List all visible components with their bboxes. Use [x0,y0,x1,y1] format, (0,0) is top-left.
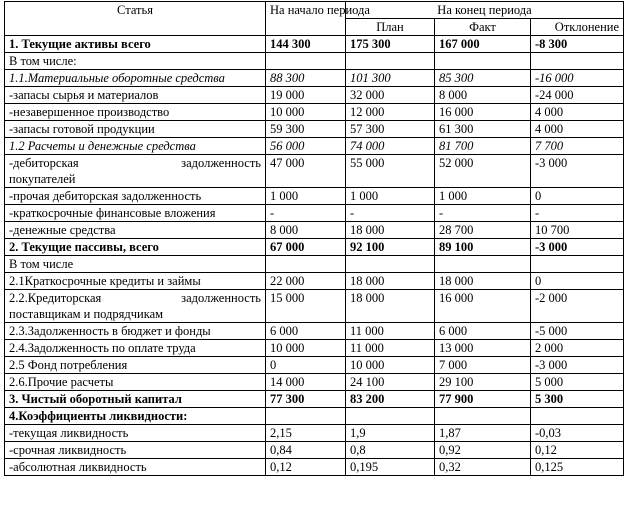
cell-deviation: 5 000 [531,374,624,391]
cell-fact: 16 000 [435,104,531,121]
row-label: -запасы сырья и материалов [5,87,266,104]
header-article: Статья [5,2,266,36]
cell-fact [435,408,531,425]
cell-fact: 0,92 [435,442,531,459]
cell-plan: 32 000 [346,87,435,104]
table-row [5,205,624,222]
row-label: -незавершенное производство [5,104,266,121]
cell-plan: 1,9 [346,425,435,442]
cell-fact: 29 100 [435,374,531,391]
cell-start: 2,15 [266,425,346,442]
cell-fact [435,53,531,70]
row-label: 2.4.Задолженность по оплате труда [5,340,266,357]
row-label: 2.3.Задолженность в бюджет и фонды [5,323,266,340]
cell-fact: 81 700 [435,138,531,155]
cell-deviation: 5 300 [531,391,624,408]
cell-plan: 18 000 [346,273,435,290]
row-label [5,290,266,323]
cell-fact: 8 000 [435,87,531,104]
table-row [5,155,624,188]
cell-deviation: -3 000 [531,357,624,374]
cell-deviation: 4 000 [531,121,624,138]
cell-fact: 1 000 [435,188,531,205]
cell-deviation: -2 000 [531,290,624,323]
cell-start: 0,84 [266,442,346,459]
cell-plan: 83 200 [346,391,435,408]
cell-fact: 7 000 [435,357,531,374]
table-row [5,408,624,425]
row-label: 2.5 Фонд потребления [5,357,266,374]
table-row [5,357,624,374]
cell-deviation: -8 300 [531,36,624,53]
cell-start [266,256,346,273]
cell-fact: 1,87 [435,425,531,442]
cell-plan: - [346,205,435,222]
row-label-line2: покупателей [9,172,76,186]
cell-fact: 89 100 [435,239,531,256]
row-label: -запасы готовой продукции [5,121,266,138]
cell-fact: 13 000 [435,340,531,357]
table-row [5,87,624,104]
cell-start: 144 300 [266,36,346,53]
cell-start [266,53,346,70]
cell-plan [346,256,435,273]
cell-plan [346,408,435,425]
cell-plan: 11 000 [346,323,435,340]
table-row [5,121,624,138]
header-end-period: На конец периода [346,2,624,19]
cell-deviation: -3 000 [531,155,624,188]
cell-plan: 0,195 [346,459,435,476]
table-row [5,425,624,442]
cell-start: 10 000 [266,340,346,357]
cell-start: 14 000 [266,374,346,391]
table-row [5,273,624,290]
cell-start: 56 000 [266,138,346,155]
row-label: В том числе: [5,53,266,70]
cell-start: 10 000 [266,104,346,121]
cell-deviation: - [531,205,624,222]
cell-start: 1 000 [266,188,346,205]
row-label: -срочная ликвидность [5,442,266,459]
row-label: В том числе [5,256,266,273]
cell-fact: 77 900 [435,391,531,408]
cell-deviation: 2 000 [531,340,624,357]
balance-table [4,1,624,476]
cell-deviation: 0,12 [531,442,624,459]
header-plan: План [346,19,435,36]
cell-fact: 85 300 [435,70,531,87]
cell-plan: 11 000 [346,340,435,357]
row-label-line1: 2.2.Кредиторская задолженность [9,291,261,305]
row-label-line1: -дебиторская задолженность [9,156,261,170]
cell-deviation [531,408,624,425]
table-row [5,340,624,357]
cell-fact: 0,32 [435,459,531,476]
cell-deviation: 0,125 [531,459,624,476]
cell-fact: 61 300 [435,121,531,138]
row-label-line2: поставщикам и подрядчикам [9,307,164,321]
cell-start: 59 300 [266,121,346,138]
cell-plan [346,53,435,70]
cell-deviation: -3 000 [531,239,624,256]
row-label: -абсолютная ликвидность [5,459,266,476]
cell-deviation: -5 000 [531,323,624,340]
cell-fact: 52 000 [435,155,531,188]
cell-fact: 167 000 [435,36,531,53]
cell-plan: 55 000 [346,155,435,188]
table-row [5,138,624,155]
table-row [5,374,624,391]
row-label: 4.Коэффициенты ликвидности: [5,408,266,425]
cell-start: 0,12 [266,459,346,476]
cell-plan: 74 000 [346,138,435,155]
table-row [5,239,624,256]
header-row [5,2,624,19]
cell-plan: 10 000 [346,357,435,374]
cell-deviation: -0,03 [531,425,624,442]
cell-deviation: 7 700 [531,138,624,155]
header-fact: Факт [435,19,531,36]
row-label: 1.1.Материальные оборотные средства [5,70,266,87]
cell-plan: 101 300 [346,70,435,87]
table-row [5,53,624,70]
row-label: 2. Текущие пассивы, всего [5,239,266,256]
cell-fact: 28 700 [435,222,531,239]
table-row [5,188,624,205]
table-row [5,222,624,239]
row-label: 2.1Краткосрочные кредиты и займы [5,273,266,290]
cell-start [266,408,346,425]
header-start-period: На начало периода [266,2,346,36]
table-row [5,256,624,273]
table-row [5,70,624,87]
cell-deviation [531,256,624,273]
cell-fact: 6 000 [435,323,531,340]
row-label: 1. Текущие активы всего [5,36,266,53]
cell-deviation: -24 000 [531,87,624,104]
cell-deviation: 0 [531,188,624,205]
cell-plan: 175 300 [346,36,435,53]
row-label: -прочая дебиторская задолженность [5,188,266,205]
cell-fact: 18 000 [435,273,531,290]
table-row [5,290,624,323]
row-label: 1.2 Расчеты и денежные средства [5,138,266,155]
cell-start: 47 000 [266,155,346,188]
table-row [5,459,624,476]
cell-deviation: 4 000 [531,104,624,121]
cell-start: 8 000 [266,222,346,239]
row-label: -краткосрочные финансовые вложения [5,205,266,222]
cell-plan: 18 000 [346,222,435,239]
cell-plan: 0,8 [346,442,435,459]
cell-plan: 57 300 [346,121,435,138]
cell-deviation: -16 000 [531,70,624,87]
cell-start: 6 000 [266,323,346,340]
cell-start: 67 000 [266,239,346,256]
table-row [5,323,624,340]
cell-start: 15 000 [266,290,346,323]
table-row [5,391,624,408]
row-label: -текущая ликвидность [5,425,266,442]
table-row [5,442,624,459]
row-label: -денежные средства [5,222,266,239]
cell-fact: - [435,205,531,222]
cell-deviation [531,53,624,70]
cell-plan: 1 000 [346,188,435,205]
table-row [5,36,624,53]
cell-start: - [266,205,346,222]
cell-fact [435,256,531,273]
row-label: 3. Чистый оборотный капитал [5,391,266,408]
header-deviation: Отклонение [531,19,624,36]
cell-start: 22 000 [266,273,346,290]
table-row [5,104,624,121]
cell-start: 88 300 [266,70,346,87]
cell-plan: 18 000 [346,290,435,323]
cell-deviation: 10 700 [531,222,624,239]
cell-plan: 24 100 [346,374,435,391]
row-label [5,155,266,188]
cell-deviation: 0 [531,273,624,290]
cell-start: 0 [266,357,346,374]
cell-start: 77 300 [266,391,346,408]
cell-fact: 16 000 [435,290,531,323]
cell-start: 19 000 [266,87,346,104]
row-label: 2.6.Прочие расчеты [5,374,266,391]
cell-plan: 12 000 [346,104,435,121]
cell-plan: 92 100 [346,239,435,256]
